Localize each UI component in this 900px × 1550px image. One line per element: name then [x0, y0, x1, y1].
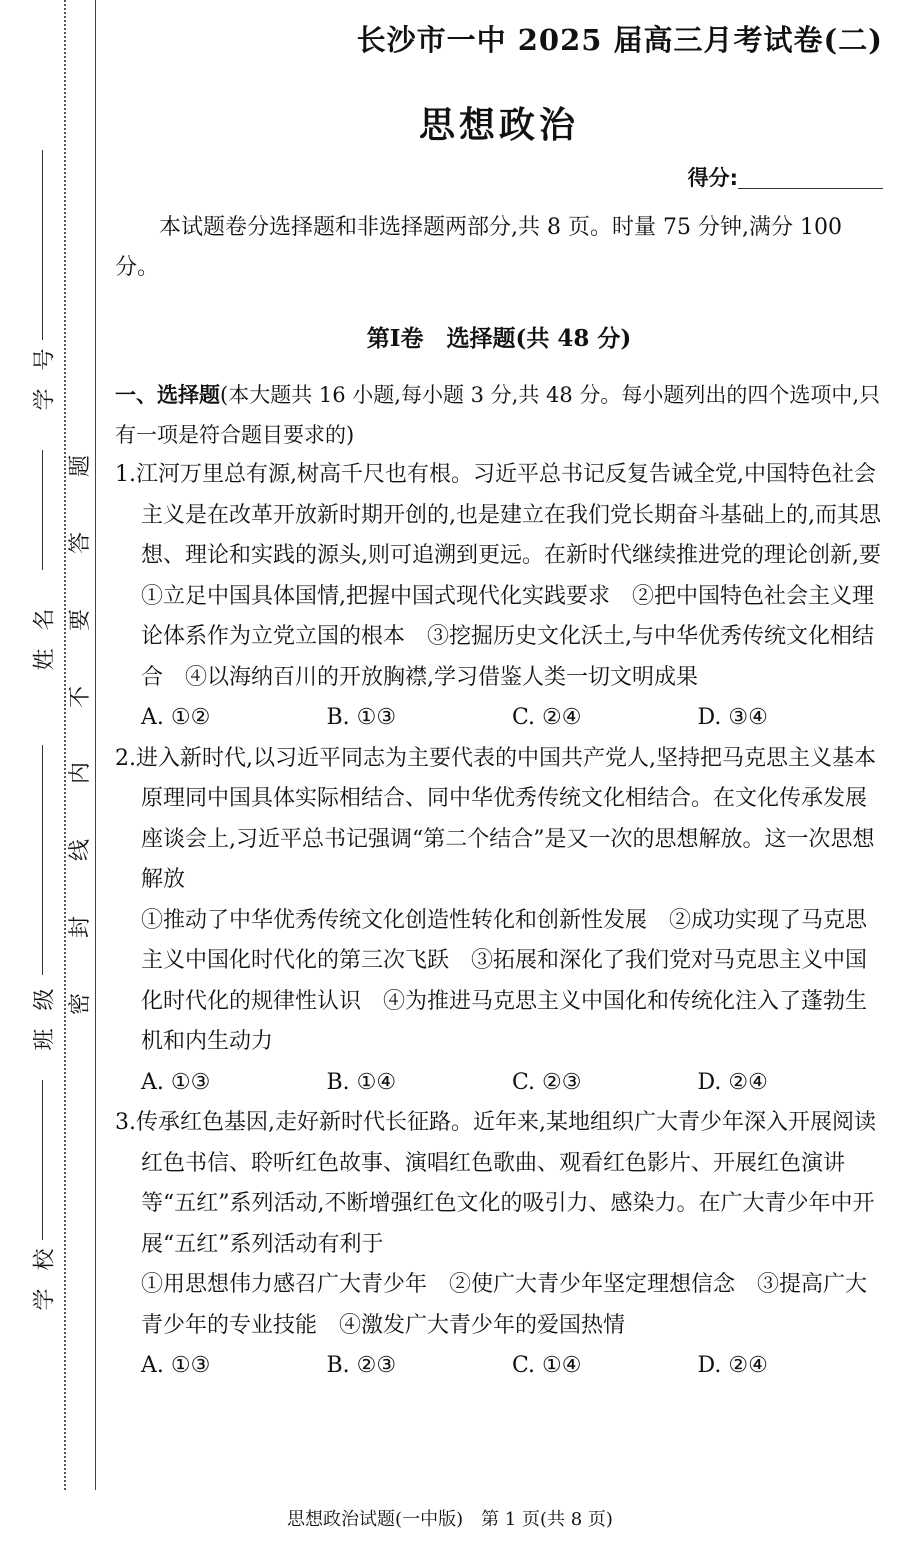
field-blank-line [42, 745, 43, 975]
question-options: ①立足中国具体国情,把握中国式现代化实践要求 ②把中国特色社会主义理论体系作为立党立国的根本 ③挖掘历史文化沃土,与中华优秀传统文化相结合 ④以海纳百川的开放胸襟,学习借鉴人类一切文明成果 [141, 583, 874, 690]
choice-b: B. ②③ [326, 1353, 397, 1378]
field-name [18, 450, 58, 770]
seal-char: 不 [67, 685, 93, 708]
seal-char: 内 [67, 762, 93, 785]
answer-choices [115, 1063, 883, 1104]
field-student-id [18, 150, 58, 440]
field-blank-line [42, 450, 43, 570]
field-blank-line [42, 150, 43, 340]
field-school [18, 1080, 58, 1380]
part-label: 一、选择题 [115, 382, 220, 407]
seal-char: 题 [67, 454, 93, 478]
score-row [115, 162, 883, 192]
field-label: 班级 [32, 970, 58, 1051]
answer-choices [115, 698, 883, 739]
answer-choices [115, 1346, 883, 1387]
question-3 [115, 1103, 883, 1387]
choice-a: A. ①③ [141, 1353, 211, 1378]
question-stem: 1.江河万里总有源,树高千尺也有根。习近平总书记反复告诫全党,中国特色社会主义是在改革开放新时期开创的,也是建立在我们党长期奋斗基础上的,而其思想、理论和实践的源头,则可追溯到更远。在新时代继续推进党的理论创新,要 [115, 462, 881, 568]
field-class [18, 745, 58, 1075]
seal-char: 密 [67, 992, 93, 1015]
score-blank [738, 188, 883, 189]
binding-dotted-line [64, 0, 66, 1490]
exam-title: 长沙市一中 2025 届高三月考试卷(二) [356, 23, 883, 57]
choice-b: B. ①③ [326, 705, 397, 730]
field-label: 学号 [32, 330, 58, 411]
choice-c: C. ①④ [512, 1353, 582, 1378]
page-footer: 思想政治试题(一中版) 第 1 页(共 8 页) [287, 1509, 613, 1530]
section-title: 第Ⅰ卷 选择题(共 48 分) [366, 325, 632, 352]
choice-d: D. ②④ [697, 1069, 768, 1095]
binding-solid-line [95, 0, 96, 1490]
seal-char: 答 [67, 531, 93, 554]
question-stem: 3.传承红色基因,走好新时代长征路。近年来,某地组织广大青少年深入开展阅读红色书信、聆听红色故事、演唱红色歌曲、观看红色影片、开展红色演讲等“五红”系列活动,不断增强红色文化的吸引力、感染力。在广大青少年中开展“五红”系列活动有利于 [115, 1110, 876, 1257]
field-label: 姓名 [32, 590, 58, 671]
question-2 [115, 739, 883, 1104]
field-blank-line [42, 1080, 43, 1240]
seal-warning [68, 455, 94, 1015]
subject-title: 思想政治 [418, 105, 579, 146]
part-title [115, 375, 883, 455]
choice-d: D. ③④ [697, 705, 768, 730]
choice-a: A. ①③ [141, 1069, 211, 1095]
question-stem: 2.进入新时代,以习近平同志为主要代表的中国共产党人,坚持把马克思主义基本原理同中国具体实际相结合、同中华优秀传统文化相结合。在文化传承发展座谈会上,习近平总书记强调“第二个结合”是又一次的思想解放。这一次思想解放 [115, 745, 876, 892]
part-desc: (本大题共 16 小题,每小题 3 分,共 48 分。每小题列出的四个选项中,只有一项是符合题目要求的) [115, 383, 881, 447]
choice-d: D. ②④ [697, 1353, 768, 1378]
score-label: 得分: [687, 166, 738, 190]
choice-a: A. ①② [141, 705, 211, 730]
seal-char: 封 [67, 916, 93, 939]
question-options: ①用思想伟力感召广大青少年 ②使广大青少年坚定理想信念 ③提高广大青少年的专业技能 ④激发广大青少年的爱国热情 [141, 1272, 868, 1338]
intro-text: 本试题卷分选择题和非选择题两部分,共 8 页。时量 75 分钟,满分 100 分。 [115, 215, 842, 280]
choice-c: C. ②③ [512, 1069, 582, 1095]
question-1 [115, 455, 883, 739]
field-label: 学校 [32, 1230, 58, 1311]
seal-char: 线 [67, 839, 93, 862]
choice-c: C. ②④ [512, 705, 582, 730]
seal-char: 要 [67, 608, 93, 631]
exam-page [115, 18, 883, 1387]
question-options: ①推动了中华优秀传统文化创造性转化和创新性发展 ②成功实现了马克思主义中国化时代化的第三次飞跃 ③拓展和深化了我们党对马克思主义中国化时代化的规律性认识 ④为推进马克思主义中国化和传统化注入了蓬勃生机和内生动力 [141, 907, 868, 1054]
choice-b: B. ①④ [326, 1069, 397, 1095]
